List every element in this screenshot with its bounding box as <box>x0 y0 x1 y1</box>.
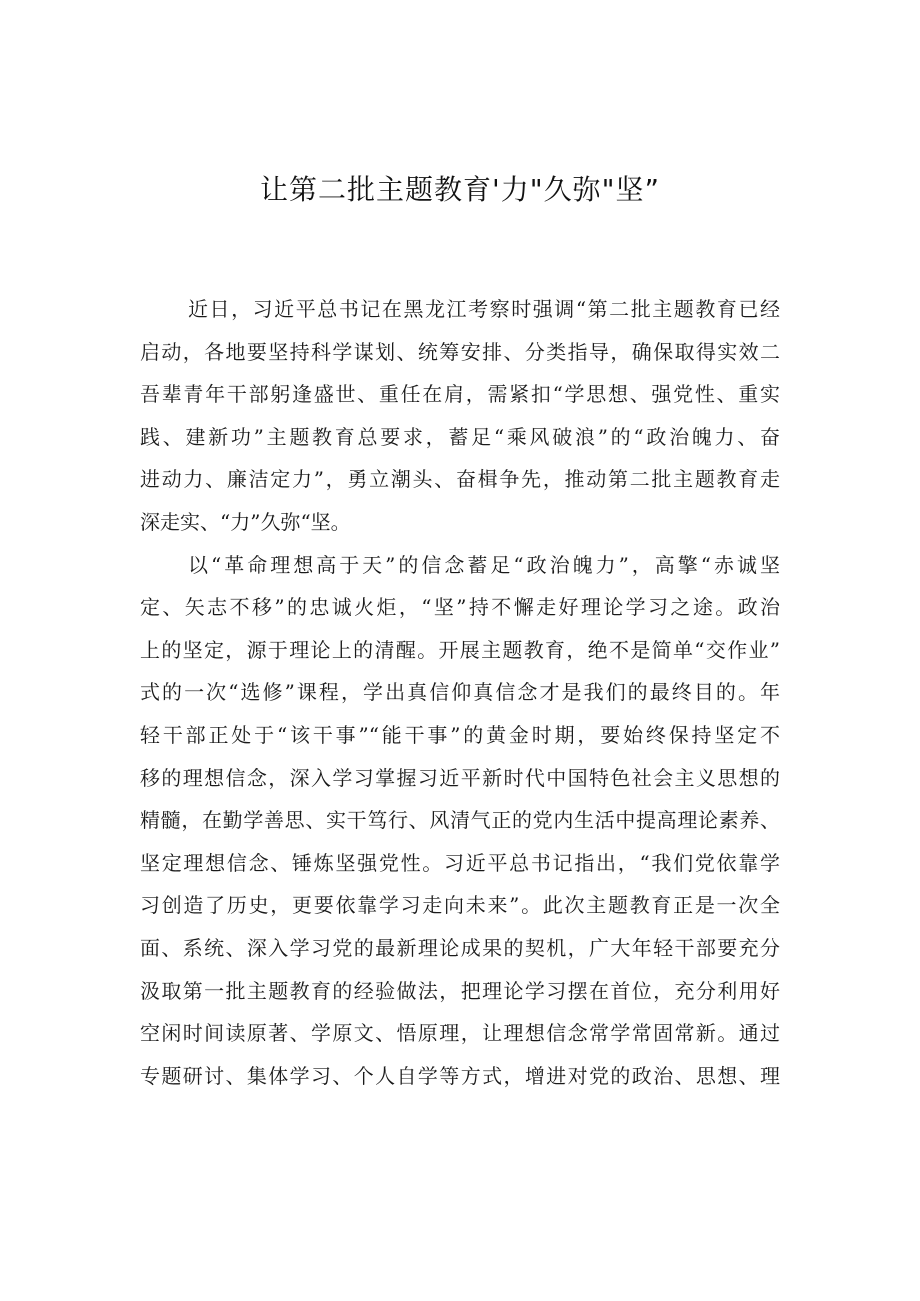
text-line: 式的一次“选修”课程，学出真信仰真信念才是我们的最终目的。年 <box>140 680 780 705</box>
text-line: 启动，各地要坚持科学谋划、统筹安排、分类指导，确保取得实效二 <box>140 339 780 364</box>
paragraph-2 <box>140 544 780 1098</box>
document-title: 让第二批主题教育'力"久弥"坚” <box>260 173 660 206</box>
text-line: 吾辈青年干部躬逢盛世、重任在肩，需紧扣“学思想、强党性、重实 <box>140 382 780 407</box>
text-line: 定、矢志不移”的忠诚火炬，“坚”持不懈走好理论学习之途。政治 <box>140 595 780 620</box>
text-line: 汲取第一批主题教育的经验做法，把理论学习摆在首位，充分利用好 <box>140 978 780 1003</box>
text-line: 深走实、“力”久弥“坚。 <box>140 509 351 534</box>
text-line: 精髓，在勤学善思、实干笃行、风清气正的党内生活中提高理论素养、 <box>140 808 780 833</box>
text-line: 践、建新功”主题教育总要求，蓄足“乘风破浪”的“政治魄力、奋 <box>140 424 780 449</box>
paragraph-1 <box>140 288 780 544</box>
text-line: 面、系统、深入学习党的最新理论成果的契机，广大年轻干部要充分 <box>140 935 780 960</box>
document-body <box>140 288 780 1097</box>
text-line: 习创造了历史，更要依靠学习走向未来”。此次主题教育正是一次全 <box>140 893 780 918</box>
text-line: 空闲时间读原著、学原文、悟原理，让理想信念常学常固常新。通过 <box>140 1021 780 1046</box>
text-line: 移的理想信念，深入学习掌握习近平新时代中国特色社会主义思想的 <box>140 765 780 790</box>
text-line: 进动力、廉洁定力”，勇立潮头、奋楫争先，推动第二批主题教育走 <box>140 467 780 492</box>
text-line: 轻干部正处于“该干事”“能干事”的黄金时期，要始终保持坚定不 <box>140 722 780 747</box>
text-line: 专题研讨、集体学习、个人自学等方式，增进对党的政治、思想、理 <box>140 1063 780 1088</box>
text-line: 坚定理想信念、锤炼坚强党性。习近平总书记指出，“我们党依靠学 <box>140 850 780 875</box>
text-line: 以“革命理想高于天”的信念蓄足“政治魄力”，高擎“赤诚坚 <box>188 552 780 577</box>
text-line: 近日，习近平总书记在黑龙江考察时强调“第二批主题教育已经 <box>188 297 780 321</box>
text-line: 上的坚定，源于理论上的清醒。开展主题教育，绝不是简单“交作业” <box>140 637 780 662</box>
